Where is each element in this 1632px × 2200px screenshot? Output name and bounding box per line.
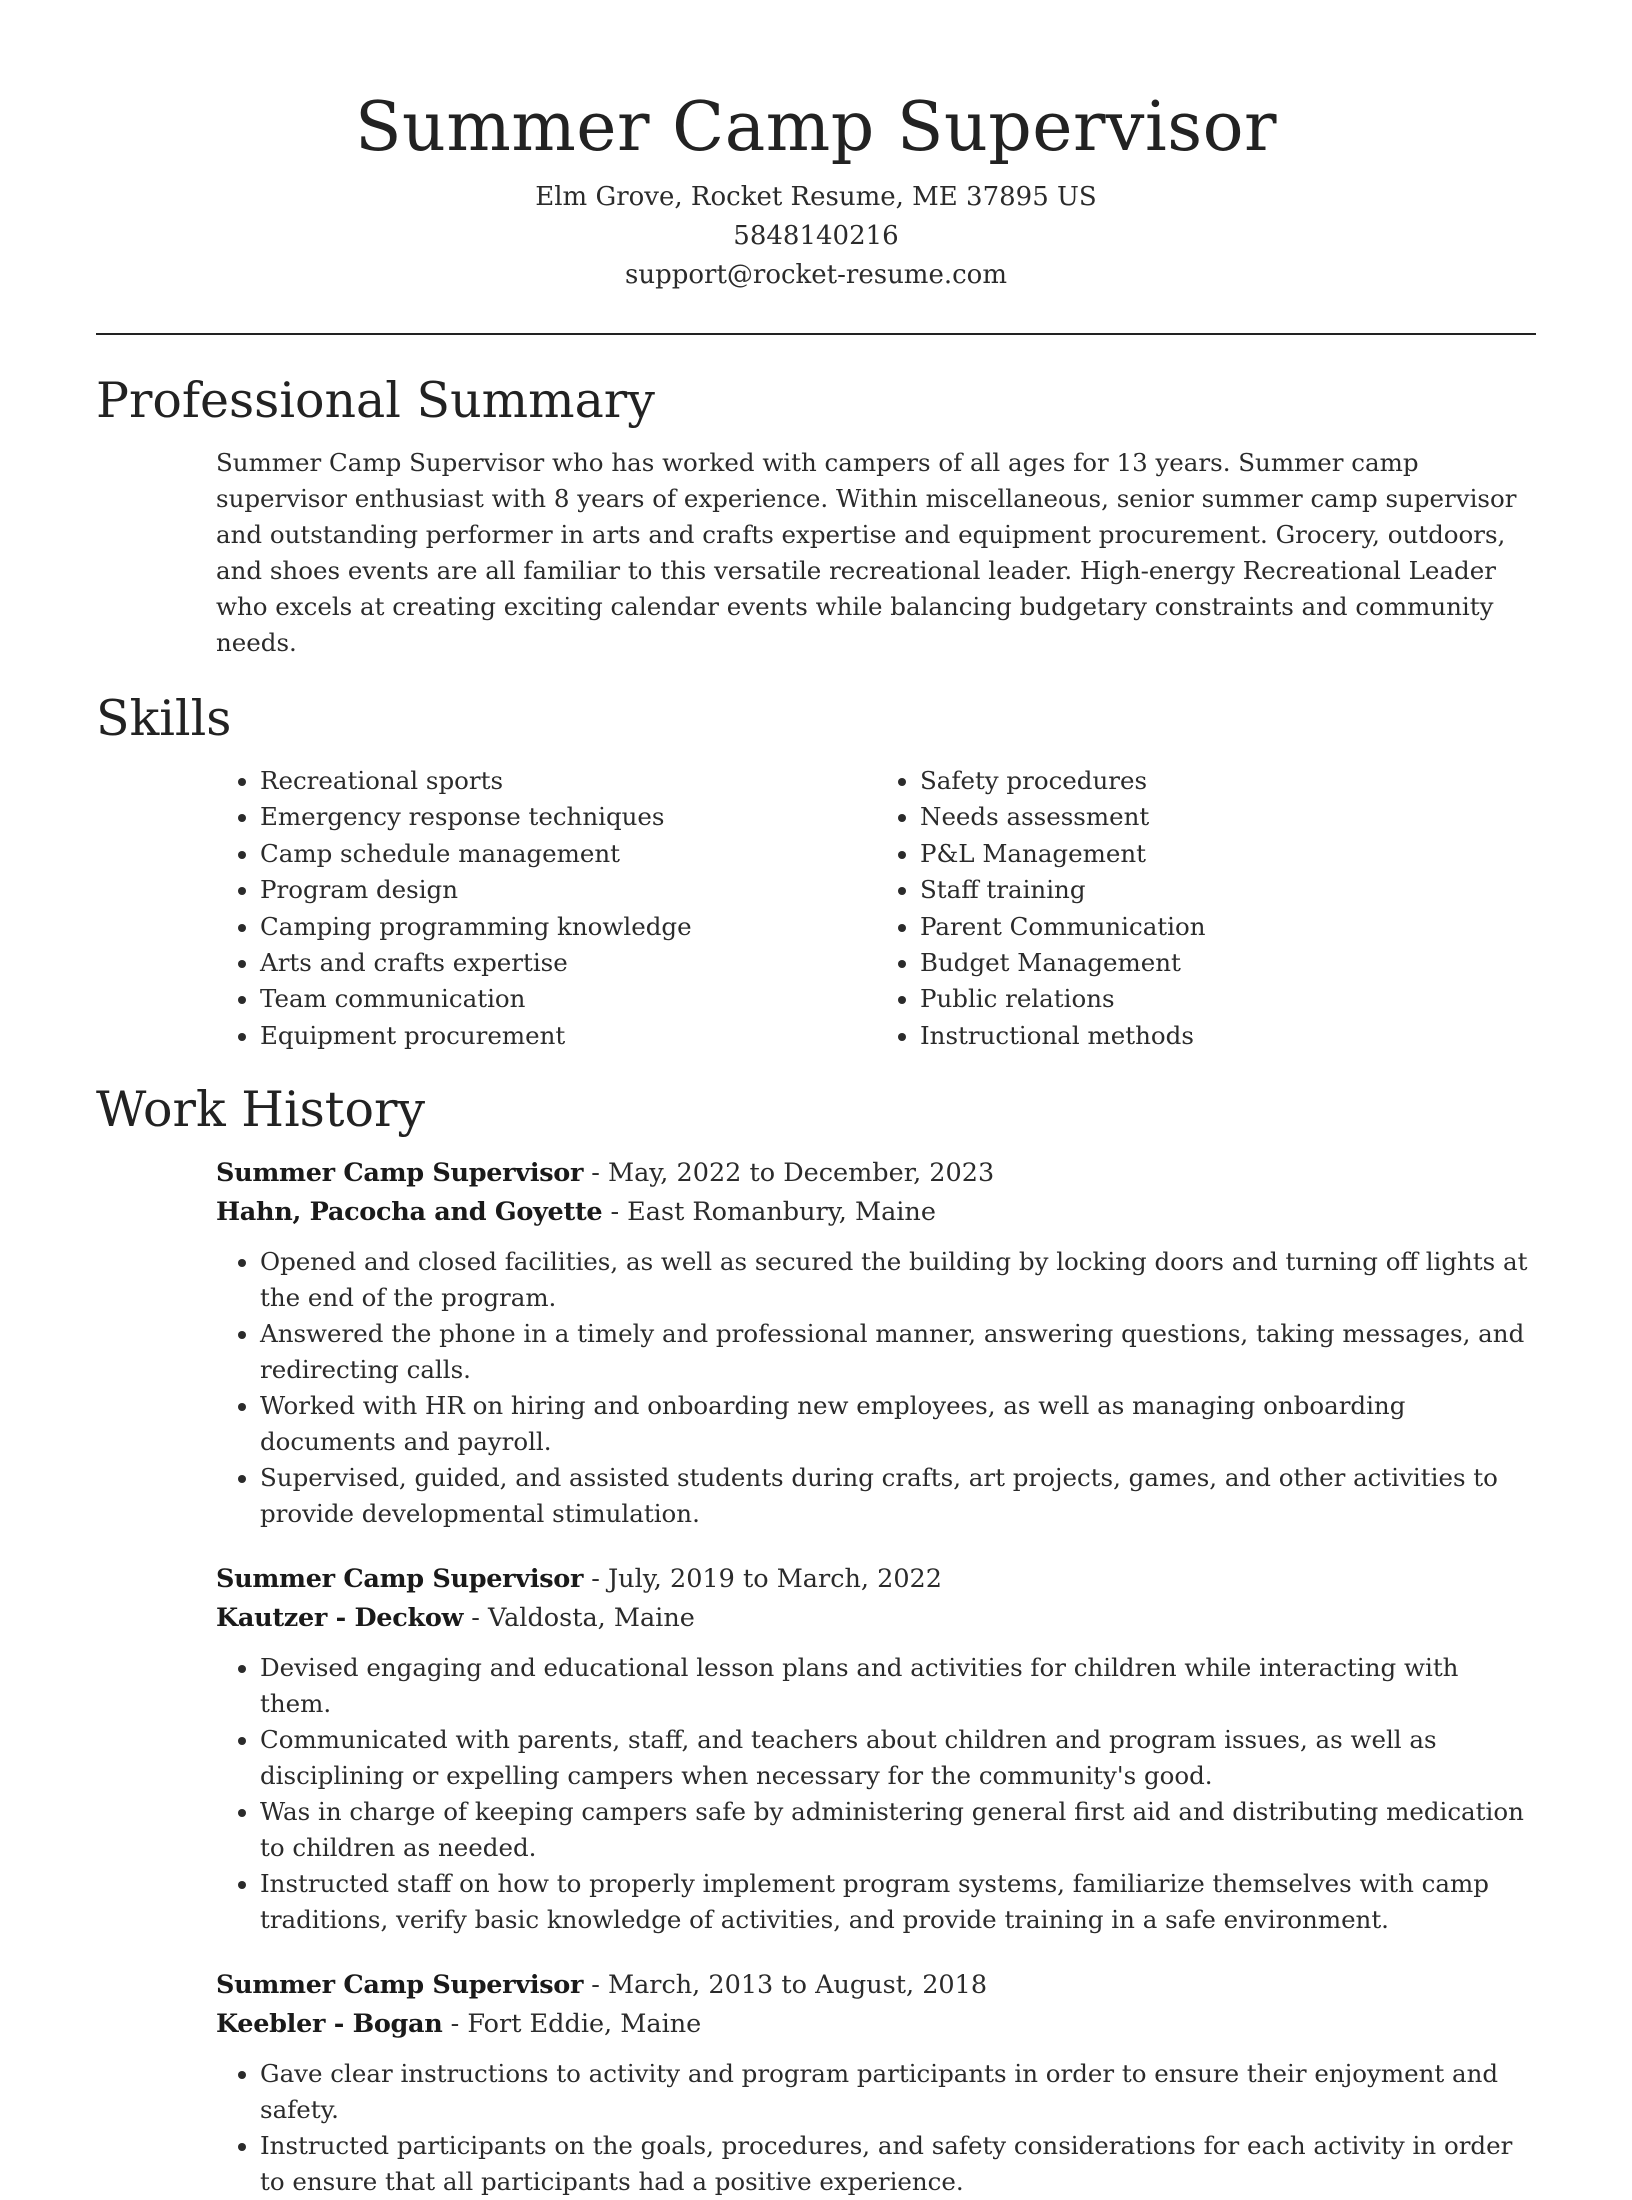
job-duty: • Supervised, guided, and assisted students during crafts, art projects, games, and other activities to provide developmental stimulation. (260, 1460, 1536, 1532)
skill-item: • Camping programming knowledge (260, 909, 876, 945)
header-divider (96, 333, 1536, 335)
job-duties (216, 2056, 1536, 2200)
skills-heading: Skills (96, 690, 232, 747)
job-duty: • Was in charge of keeping campers safe by administering general first aid and distributing medication to children as needed. (260, 1794, 1536, 1866)
job-duty: • Gave clear instructions to activity and program participants in order to ensure their enjoyment and safety. (260, 2056, 1536, 2128)
job-location: - East Romanbury, Maine (602, 1197, 936, 1228)
job-dates: - March, 2013 to August, 2018 (583, 1970, 988, 2001)
job-title-line (216, 1154, 1536, 1193)
job-title-line (216, 1560, 1536, 1599)
skill-item: • Emergency response techniques (260, 799, 876, 835)
summary-heading: Professional Summary (96, 372, 655, 429)
skill-item: • Public relations (920, 981, 1536, 1017)
job-company-line (216, 2005, 1536, 2044)
skill-item: • Staff training (920, 872, 1536, 908)
skills-list-right (876, 763, 1536, 1054)
skill-item: • Equipment procurement (260, 1018, 876, 1054)
job-duty: • Worked with HR on hiring and onboarding new employees, as well as managing onboarding documents and payroll. (260, 1388, 1536, 1460)
job-company: Keebler - Bogan (216, 2009, 443, 2040)
skill-item: • Recreational sports (260, 763, 876, 799)
job-duties (216, 1650, 1536, 1938)
contact-info (0, 178, 1632, 295)
skill-item: • P&L Management (920, 836, 1536, 872)
skill-item: • Instructional methods (920, 1018, 1536, 1054)
job-role: Summer Camp Supervisor (216, 1970, 584, 2001)
skill-item: • Camp schedule management (260, 836, 876, 872)
job-duty: • Answered the phone in a timely and professional manner, answering questions, taking messages, and redirecting calls. (260, 1316, 1536, 1388)
job-company: Kautzer - Deckow (216, 1603, 464, 1634)
job-duty: • Instructed staff on how to properly implement program systems, familiarize themselves with camp traditions, verify basic knowledge of activities, and provide training in a safe environment. (260, 1866, 1536, 1938)
job-duty: • Instructed participants on the goals, procedures, and safety considerations for each activity in order to ensure that all participants had a positive experience. (260, 2128, 1536, 2200)
skills-columns (216, 763, 1536, 1054)
job-entry (216, 1966, 1536, 2200)
resume-header (0, 0, 1632, 295)
job-role: Summer Camp Supervisor (216, 1158, 584, 1189)
job-entry (216, 1154, 1536, 1532)
skill-item: • Arts and crafts expertise (260, 945, 876, 981)
skill-item: • Parent Communication (920, 909, 1536, 945)
job-title-line (216, 1966, 1536, 2005)
email: support@rocket-resume.com (624, 260, 1007, 290)
job-dates: - July, 2019 to March, 2022 (583, 1564, 943, 1595)
job-role: Summer Camp Supervisor (216, 1564, 584, 1595)
summary-text: Summer Camp Supervisor who has worked with campers of all ages for 13 years. Summer camp supervisor enthusiast with 8 years of experience. Within miscellaneous, senior summer camp supervisor and outstanding performer in arts and crafts expertise and equipment procurement. Grocery, outdoors, and shoes events are all familiar to this versatile recreational leader. High-energy Recreational Leader who excels at creating exciting calendar events while balancing budgetary constraints and community needs. (216, 448, 1517, 657)
job-company: Hahn, Pacocha and Goyette (216, 1197, 603, 1228)
phone: 5848140216 (733, 221, 899, 251)
job-duty: • Communicated with parents, staff, and teachers about children and program issues, as well as disciplining or expelling campers when necessary for the community's good. (260, 1722, 1536, 1794)
candidate-name: Summer Camp Supervisor (354, 88, 1278, 167)
job-location: - Valdosta, Maine (463, 1603, 695, 1634)
skill-item: • Budget Management (920, 945, 1536, 981)
skill-item: • Program design (260, 872, 876, 908)
job-company-line (216, 1193, 1536, 1232)
skill-item: • Needs assessment (920, 799, 1536, 835)
address: Elm Grove, Rocket Resume, ME 37895 US (535, 182, 1097, 212)
job-duty: • Opened and closed facilities, as well as secured the building by locking doors and turning off lights at the end of the program. (260, 1244, 1536, 1316)
skills-list-left (216, 763, 876, 1054)
job-duties (216, 1244, 1536, 1532)
job-location: - Fort Eddie, Maine (442, 2009, 702, 2040)
skill-item: • Safety procedures (920, 763, 1536, 799)
work-history-heading: Work History (96, 1081, 426, 1139)
skill-item: • Team communication (260, 981, 876, 1017)
job-dates: - May, 2022 to December, 2023 (583, 1158, 995, 1189)
job-company-line (216, 1599, 1536, 1638)
job-duty: • Devised engaging and educational lesson plans and activities for children while interacting with them. (260, 1650, 1536, 1722)
job-entry (216, 1560, 1536, 1938)
